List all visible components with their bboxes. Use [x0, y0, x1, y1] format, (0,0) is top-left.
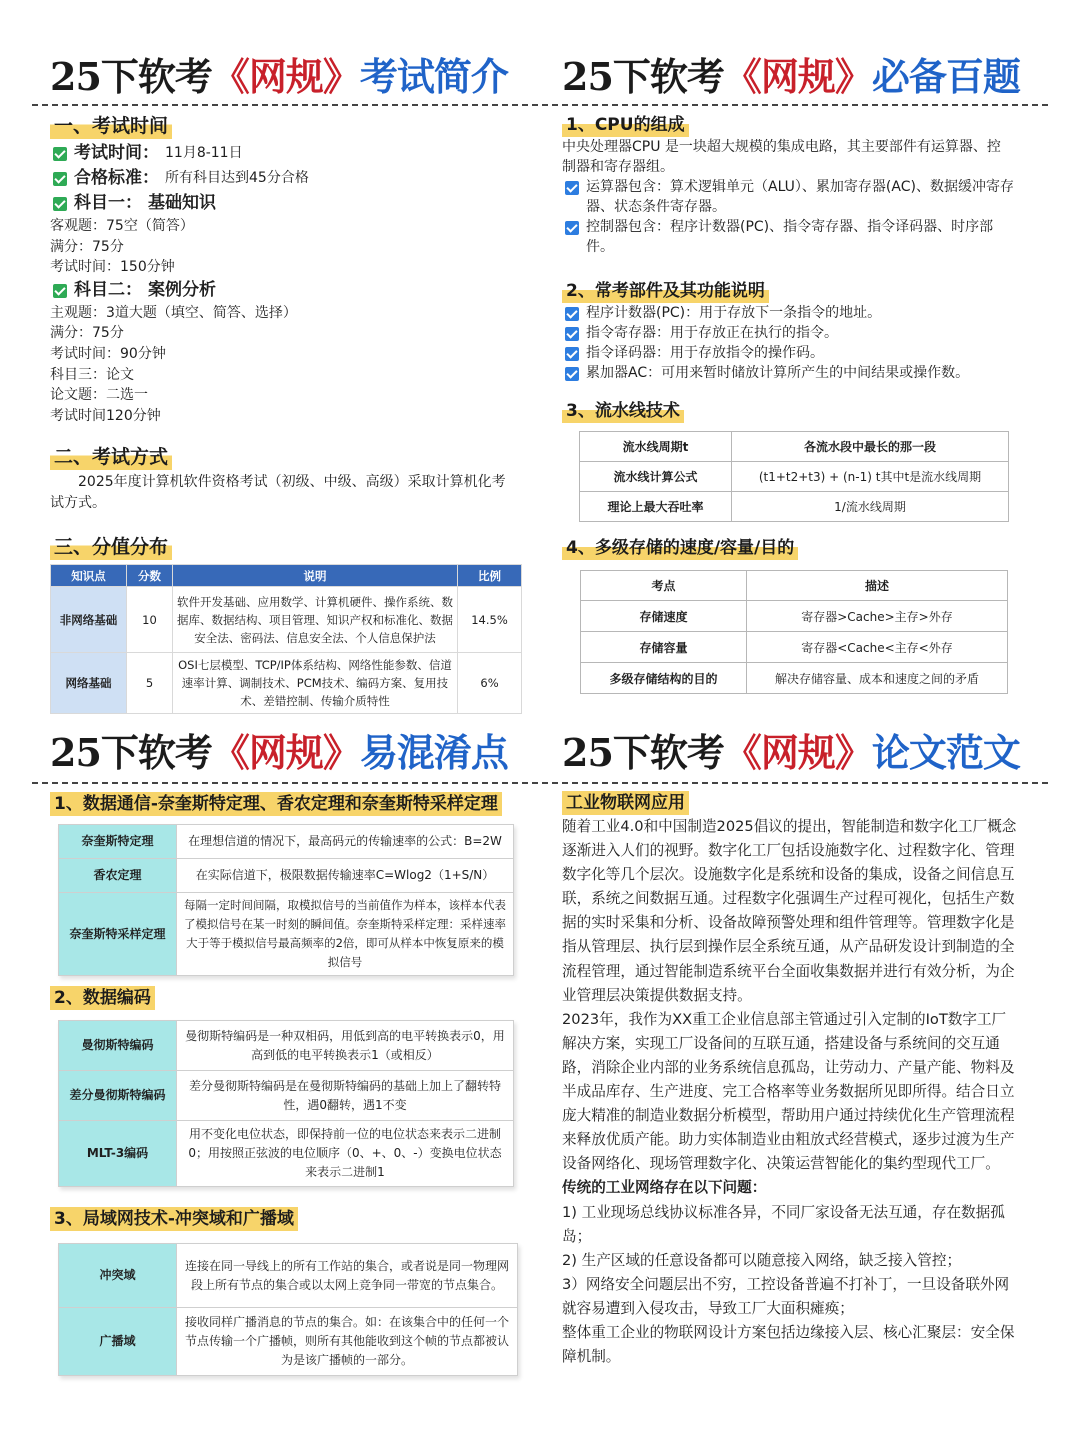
column-header: 知识点: [51, 565, 127, 587]
check-icon: [565, 221, 579, 235]
table-cell: 1/流水线周期: [732, 492, 1009, 522]
table-cell: 6%: [458, 653, 522, 714]
section-heading: 3、流水线技术: [562, 399, 684, 423]
table-row: [580, 462, 1009, 492]
text-line: 论文题：二选一: [50, 387, 148, 404]
section-heading: 1、CPU的组成: [562, 113, 689, 137]
section-heading: 三、分值分布: [50, 534, 172, 560]
table-cell: 流水线计算公式: [580, 462, 732, 492]
text-line: 满分：75分: [50, 325, 124, 342]
section-heading: 2、数据编码: [50, 986, 155, 1010]
table-row: [59, 1071, 514, 1121]
table-cell: 寄存器<Cache<主存<外存: [747, 632, 1008, 663]
domain-table: [58, 1243, 518, 1376]
table-row: [51, 587, 522, 653]
item-key: 考试时间：: [74, 143, 159, 163]
table-cell: 多级存储结构的目的: [581, 663, 747, 694]
table-row: [581, 601, 1008, 632]
check-item: [562, 177, 1014, 217]
item-text: 控制器包含：程序计数器(PC)、指令寄存器、指令译码器、时序部件。: [586, 219, 994, 255]
item-key: 科目一：: [74, 193, 142, 213]
table-cell: 广播域: [59, 1308, 177, 1376]
item-text: 运算器包含：算术逻辑单元（ALU）、累加寄存器(AC)、数据缓冲寄存器、状态条件寄存器。: [586, 179, 1014, 215]
table-cell: 理论上最大吞吐率: [580, 492, 732, 522]
check-icon: [53, 172, 67, 186]
table-row: [51, 653, 522, 714]
check-icon: [53, 147, 67, 161]
table-cell: (t1+t2+t3) + (n-1) t其中t是流水线周期: [732, 462, 1009, 492]
check-icon: [565, 307, 579, 321]
page-title: [562, 728, 1040, 778]
title-book: 《网规》: [211, 730, 360, 775]
check-icon: [565, 367, 579, 381]
item-text: 指令译码器：用于存放指令的操作码。: [586, 345, 824, 361]
title-prefix: 25下软考: [562, 54, 724, 99]
check-item: [562, 343, 1040, 363]
table-cell: 各流水段中最长的那一段: [732, 432, 1009, 462]
paragraph: 中央处理器CPU 是一块超大规模的集成电路，其主要部件有运算器、控制器和寄存器组。: [562, 139, 1001, 175]
table-cell: 用不变化电位状态，即保持前一位的电位状态来表示二进制0；用按照正弦波的电位顺序（0、+、0、-）变换电位状态来表示二进制1: [177, 1121, 514, 1187]
check-icon: [565, 181, 579, 195]
paragraph: 2025年度计算机软件资格考试（初级、中级、高级）采取计算机化考试方式。: [50, 474, 506, 512]
table-cell: 连接在同一导线上的所有工作站的集合，或者说是同一物理网段上所有节点的集合或以太网上竞争同一带宽的节点集合。: [177, 1244, 518, 1308]
check-item: [50, 166, 540, 191]
column-header: 说明: [173, 565, 458, 587]
check-item: [562, 303, 1040, 323]
table-cell: 差分曼彻斯特编码: [59, 1071, 177, 1121]
column-header: 描述: [747, 571, 1008, 601]
item-value: 所有科目达到45分合格: [165, 170, 309, 186]
check-item: [50, 191, 540, 216]
table-row: [59, 1244, 518, 1308]
page-title: [50, 52, 540, 102]
title-prefix: 25下软考: [50, 730, 212, 775]
item-value: 案例分析: [148, 279, 216, 300]
title-book: 《网规》: [211, 54, 360, 99]
text-line: 考试时间：150分钟: [50, 259, 175, 276]
problems-heading: 传统的工业网络存在以下问题：: [562, 1179, 767, 1197]
title-prefix: 25下软考: [50, 54, 212, 99]
text-line: 主观题：3道大题（填空、简答、选择）: [50, 304, 297, 321]
table-cell: 流水线周期t: [580, 432, 732, 462]
table-cell: 非网络基础: [51, 587, 127, 653]
check-item: [562, 363, 1040, 383]
text-line: 满分：75分: [50, 238, 124, 255]
title-book: 《网规》: [723, 730, 872, 775]
table-cell: 接收同样广播消息的节点的集合。如：在该集合中的任何一个节点传输一个广播帧，则所有其他能收到这个帧的节点都被认为是该广播帧的一部分。: [177, 1308, 518, 1376]
title-topic: 易混淆点: [359, 730, 508, 775]
table-cell: 每隔一定时间间隔，取模拟信号的当前值作为样本，该样本代表了模拟信号在某一时刻的瞬间值。奈奎斯特采样定理：采样速率大于等于模拟信号最高频率的2倍，即可从样本中恢复原来的模拟信号: [177, 893, 514, 976]
encoding-table: [58, 1020, 514, 1187]
table-cell: 14.5%: [458, 587, 522, 653]
table-cell: OSI七层模型、TCP/IP体系结构、网络性能参数、信道速率计算、调制技术、PCM技术、编码方案、复用技术、差错控制、传输介质特性: [173, 653, 458, 714]
table-cell: 奈奎斯特定理: [59, 825, 177, 859]
problem-item: 1) 工业现场总线协议标准各异，不同厂家设备无法互通，存在数据孤岛；: [562, 1203, 1005, 1245]
table-cell: 网络基础: [51, 653, 127, 714]
table-row: [59, 1021, 514, 1071]
table-cell: 冲突域: [59, 1244, 177, 1308]
check-icon: [565, 327, 579, 341]
item-text: 指令寄存器：用于存放正在执行的指令。: [586, 325, 838, 341]
problem-item: 2) 生产区域的任意设备都可以随意接入网络，缺乏接入管控；: [562, 1251, 962, 1269]
table-row: [59, 859, 514, 893]
paragraph: 2023年，我作为XX重工企业信息部主管通过引入定制的IoT数字工厂解决方案，实现工厂设备间的互联互通，搭建设备与系统间的交互通路，消除企业内部的业务系统信息孤岛，让劳动力、产量产能、物料及半成品库存、生产进度、完工合格率等业务数据所见即所得。结合日立庞大精准的制造业数据分析模型，帮助用户通过持续优化生产管理流程来释放优质产能。助力实体制造业由粗放式经营模式，逐步过渡为生产设备网络化、现场管理数字化、决策运营智能化的集约型现代工厂。: [562, 1010, 1015, 1173]
table-row: [59, 825, 514, 859]
table-row: [59, 1308, 518, 1376]
page-title: [50, 728, 540, 778]
section-exam-intro: [50, 52, 540, 717]
table-cell: 曼彻斯特编码是一种双相码，用低到高的电平转换表示0，用高到低的电平转换表示1（或相反）: [177, 1021, 514, 1071]
check-item: [50, 278, 540, 303]
item-key: 合格标准：: [74, 168, 159, 188]
check-item: [50, 141, 540, 166]
table-cell: 10: [127, 587, 173, 653]
section-heading: 2、常考部件及其功能说明: [562, 279, 769, 303]
column-header: 考点: [581, 571, 747, 601]
pipeline-table: [579, 431, 1009, 522]
text-line: 考试时间：90分钟: [50, 345, 166, 362]
item-text: 累加器AC：可用来暂时储放计算所产生的中间结果或操作数。: [586, 365, 970, 381]
title-prefix: 25下软考: [562, 730, 724, 775]
theorem-table: [58, 824, 514, 976]
title-topic: 论文范文: [871, 730, 1020, 775]
table-cell: 在理想信道的情况下，最高码元的传输速率的公式：B=2W: [177, 825, 514, 859]
section-heading: 1、数据通信-奈奎斯特定理、香农定理和奈奎斯特采样定理: [50, 792, 502, 816]
text-line: 客观题：75空（简答）: [50, 218, 194, 234]
table-cell: MLT-3编码: [59, 1121, 177, 1187]
check-icon: [565, 347, 579, 361]
item-value: 基础知识: [148, 193, 216, 213]
table-cell: 软件开发基础、应用数学、计算机硬件、操作系统、数据库、数据结构、项目管理、知识产权和标准化、数据安全法、密码法、信息安全法、个人信息保护法: [173, 587, 458, 653]
table-row: [581, 663, 1008, 694]
section-heading: 4、多级存储的速度/容量/目的: [562, 536, 798, 560]
table-row: [59, 893, 514, 976]
text-line: 科目三：论文: [50, 366, 134, 383]
title-book: 《网规》: [723, 54, 872, 99]
check-icon: [53, 284, 67, 298]
table-header: [51, 565, 522, 587]
table-row: [581, 632, 1008, 663]
section-heading: 3、局域网技术-冲突域和广播域: [50, 1207, 298, 1231]
table-cell: 在实际信道下，极限数据传输速率C=Wlog2（1+S/N）: [177, 859, 514, 893]
table-cell: 解决存储容量、成本和速度之间的矛盾: [747, 663, 1008, 694]
table-cell: 寄存器>Cache>主存>外存: [747, 601, 1008, 632]
section-heading: 一、考试时间: [50, 113, 172, 139]
problem-item: 3）网络安全问题层出不穷，工控设备普遍不打补丁，一旦设备联外网就容易遭到入侵攻击，导致工厂大面积瘫痪；: [562, 1275, 1010, 1317]
storage-table: [580, 570, 1008, 694]
check-item: [562, 217, 1014, 257]
table-row: [580, 492, 1009, 522]
item-text: 程序计数器(PC)：用于存放下一条指令的地址。: [586, 305, 882, 321]
section-essay: [562, 728, 1040, 1433]
essay-heading: 工业物联网应用: [562, 791, 689, 815]
score-table: [50, 564, 522, 714]
title-topic: 考试简介: [359, 54, 508, 99]
table-cell: 奈奎斯特采样定理: [59, 893, 177, 976]
column-header: 分数: [127, 565, 173, 587]
table-cell: 5: [127, 653, 173, 714]
paragraph: 整体重工企业的物联网设计方案包括边缘接入层、核心汇聚层：安全保障机制。: [562, 1323, 1015, 1366]
title-topic: 必备百题: [871, 54, 1020, 99]
check-item: [562, 323, 1040, 343]
item-key: 科目二：: [74, 279, 142, 300]
table-cell: 存储速度: [581, 601, 747, 632]
section-must-know: [562, 52, 1040, 717]
table-cell: 差分曼彻斯特编码是在曼彻斯特编码的基础上加上了翻转特性，遇0翻转，遇1不变: [177, 1071, 514, 1121]
page-title: [562, 52, 1040, 102]
table-row: [580, 432, 1009, 462]
table-row: [59, 1121, 514, 1187]
table-cell: 存储容量: [581, 632, 747, 663]
essay-body: [562, 815, 1020, 1369]
table-header: [581, 571, 1008, 601]
text-line: 考试时间120分钟: [50, 407, 161, 424]
paragraph: 随着工业4.0和中国制造2025倡议的提出，智能制造和数字化工厂概念逐渐进入人们的视野。数字化工厂包括设施数字化、过程数字化、管理数字化等几个层次。设施数字化是系统和设备的集成，设备之间信息互联，系统之间数据互通。过程数字化强调生产过程可视化，包括生产数据的实时采集和分析、设备故障预警处理和组件管理等。管理数字化是指从管理层、执行层到操作层全系统互通，从产品研发设计到制造的全流程管理，通过智能制造系统平台全面收集数据并进行有效分析，为企业管理层决策提供数据支持。: [562, 818, 1017, 1004]
check-icon: [53, 197, 67, 211]
section-confusing-points: [50, 728, 540, 1433]
table-cell: 香农定理: [59, 859, 177, 893]
section-heading: 二、考试方式: [50, 444, 172, 470]
column-header: 比例: [458, 565, 522, 587]
table-cell: 曼彻斯特编码: [59, 1021, 177, 1071]
item-value: 11月8-11日: [165, 145, 243, 161]
